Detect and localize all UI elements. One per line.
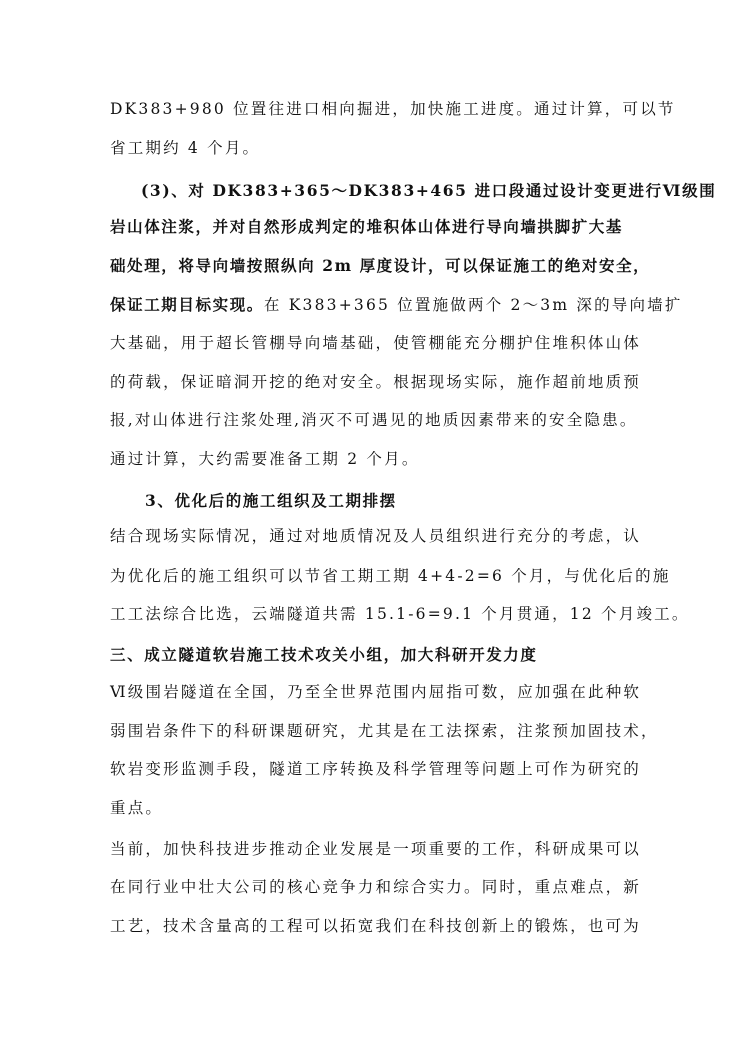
- paragraph-line: 大基础，用于超长管棚导向墙基础，使管棚能充分棚护住堆积体山体: [110, 334, 642, 352]
- paragraph-line: 报,对山体进行注浆处理,消灭不可遇见的地质因素带来的安全隐患。: [110, 411, 638, 429]
- paragraph-line: 软岩变形监测手段，隧道工序转换及科学管理等问题上可作为研究的: [110, 760, 642, 778]
- paragraph-line: 重点。: [110, 799, 164, 817]
- paragraph-line: 的荷载，保证暗洞开挖的绝对安全。根据现场实际，施作超前地质预: [110, 373, 642, 391]
- paragraph-line: 为优化后的施工组织可以节省工期工期 4+4-2=6 个月，与优化后的施: [110, 567, 671, 585]
- paragraph-line: 结合现场实际情况，通过对地质情况及人员组织进行充分的考虑，认: [110, 527, 642, 545]
- bold-paragraph-line: 础处理，将导向墙按照纵向 2m 厚度设计，可以保证施工的绝对安全，: [110, 256, 651, 275]
- paragraph-line: 弱围岩条件下的科研课题研究，尤其是在工法探索，注浆预加固技术，: [110, 722, 659, 740]
- normal-continuation-text: 在 K383+365 位置施做两个 2～3m 深的导向墙扩: [263, 296, 683, 314]
- bold-conclusion-text: 保证工期目标实现。: [110, 295, 264, 314]
- paragraph-line: DK383+980 位置往进口相向掘进，加快施工进度。通过计算，可以节: [110, 100, 676, 118]
- paragraph-line: 当前，加快科技进步推动企业发展是一项重要的工作，科研成果可以: [110, 840, 642, 858]
- mixed-paragraph-line: [110, 294, 683, 316]
- paragraph-line: 工艺，技术含量高的工程可以拓宽我们在科技创新上的锻炼，也可为: [110, 917, 642, 935]
- paragraph-line: 通过计算，大约需要准备工期 2 个月。: [110, 450, 420, 468]
- chapter-heading: 三、成立隧道软岩施工技术攻关小组，加大科研开发力度: [110, 645, 538, 664]
- paragraph-line: 工工法综合比选，云端隧道共需 15.1-6=9.1 个月贯通，12 个月竣工。: [110, 605, 690, 623]
- paragraph-line: 省工期约 4 个月。: [110, 139, 261, 157]
- bold-paragraph-line: 岩山体注浆，并对自然形成判定的堆积体山体进行导向墙拱脚扩大基: [110, 217, 624, 236]
- paragraph-line: 在同行业中壮大公司的核心竞争力和综合实力。同时，重点难点，新: [110, 878, 642, 896]
- paragraph-line: Ⅵ级围岩隧道在全国，乃至全世界范围内屈指可数，应加强在此种软: [110, 683, 642, 701]
- bold-paragraph-line: (3)、对 DK383+365～DK383+465 进口段通过设计变更进行Ⅵ级围: [141, 181, 717, 200]
- section-heading: 3、优化后的施工组织及工期排摆: [145, 491, 397, 510]
